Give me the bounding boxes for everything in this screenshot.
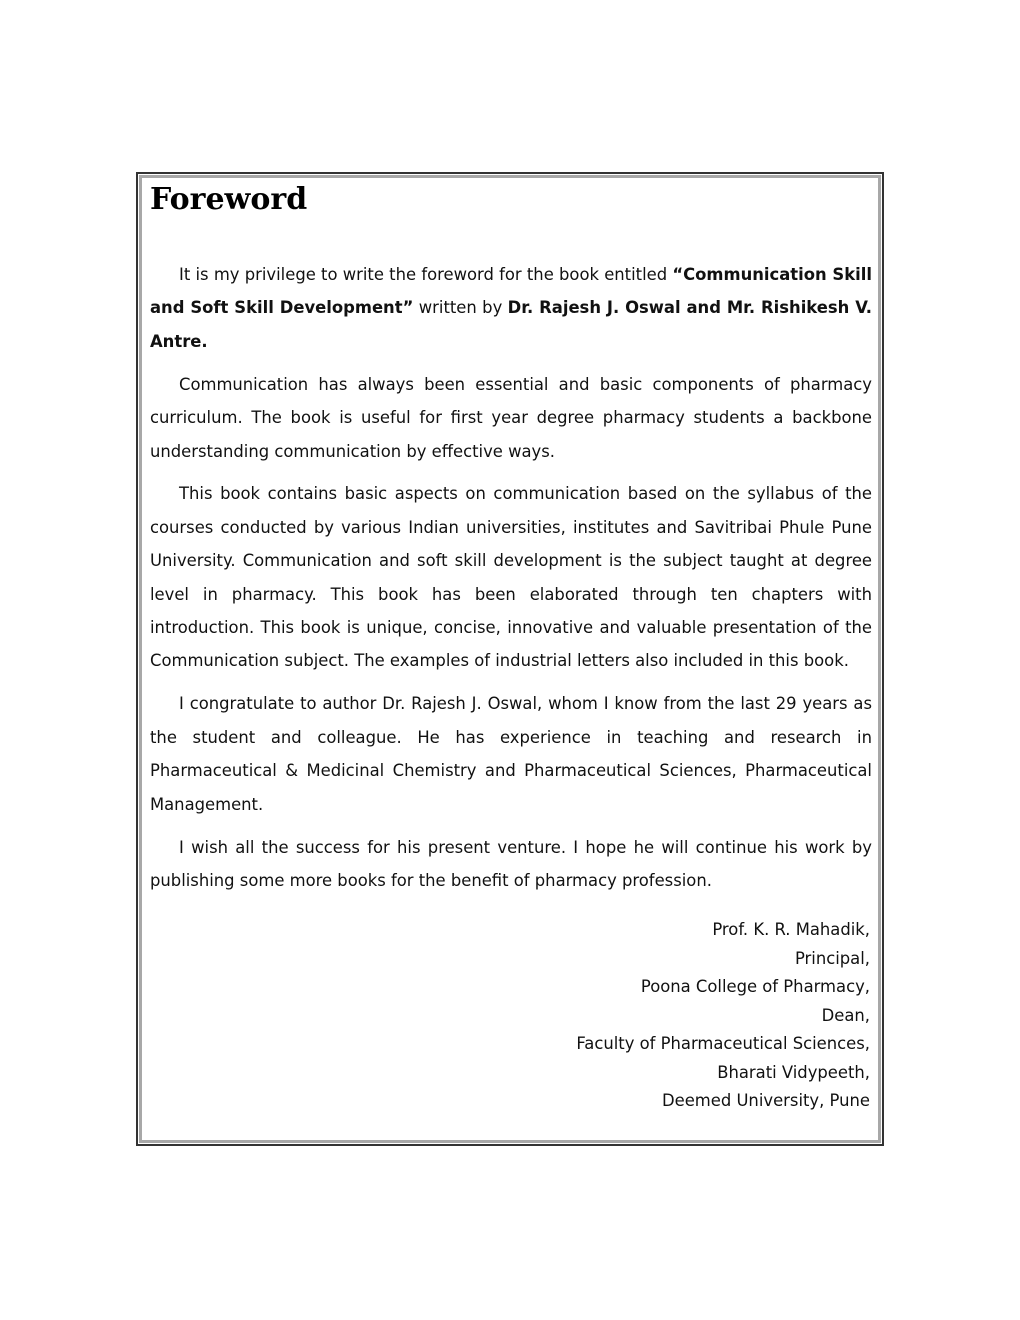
signature-line: Faculty of Pharmaceutical Sciences, [576,1034,870,1053]
paragraph-4: I congratulate to author Dr. Rajesh J. Oswal, whom I know from the last 29 years as the student and colleague. He has experience in teaching and research in Pharmaceutical & Medicinal Chemistry and Pharmaceutical Sciences, Pharmaceutical Management. [150,694,872,814]
foreword-frame [136,172,884,1146]
text: written by [413,298,508,318]
signature-line: Bharati Vidypeeth, [717,1062,870,1082]
foreword-body [150,258,872,907]
text: It is my privilege to write the foreword for the book entitled [179,265,673,284]
signature-line: Deemed University, Pune [661,1091,870,1110]
paragraph-1 [150,258,872,358]
authors: Dr. Rajesh J. Oswal and Mr. Rishikesh V. Antre. [150,298,872,351]
paragraph-3: This book contains basic aspects on communication based on the syllabus of the courses conducted by various Indian universities, institutes and Savitribai Phule Pune University. Communication and soft skill development is the subject taught at degree level in pharmacy. This book has been elaborated through ten chapters with introduction. This book is unique, concise, innovative and valuable presentation of the Communication subject. The examples of industrial letters also included in this book. [150,484,872,671]
signature-line: Prof. K. R. Mahadik, [712,920,870,939]
page-title: Foreword [150,182,308,217]
signature-block [576,916,870,1116]
book-title: “Communication Skill and Soft Skill Development” [150,265,872,318]
signature-line: Poona College of Pharmacy, [640,977,870,996]
paragraph-5: I wish all the success for his present venture. I hope he will continue his work by publishing some more books for the benefit of pharmacy profession. [150,837,872,890]
signature-line: Dean, [821,1005,870,1025]
signature-line: Principal, [794,948,870,968]
paragraph-2: Communication has always been essential and basic components of pharmacy curriculum. The book is useful for first year degree pharmacy students a backbone understanding communication by effective ways. [150,374,872,461]
